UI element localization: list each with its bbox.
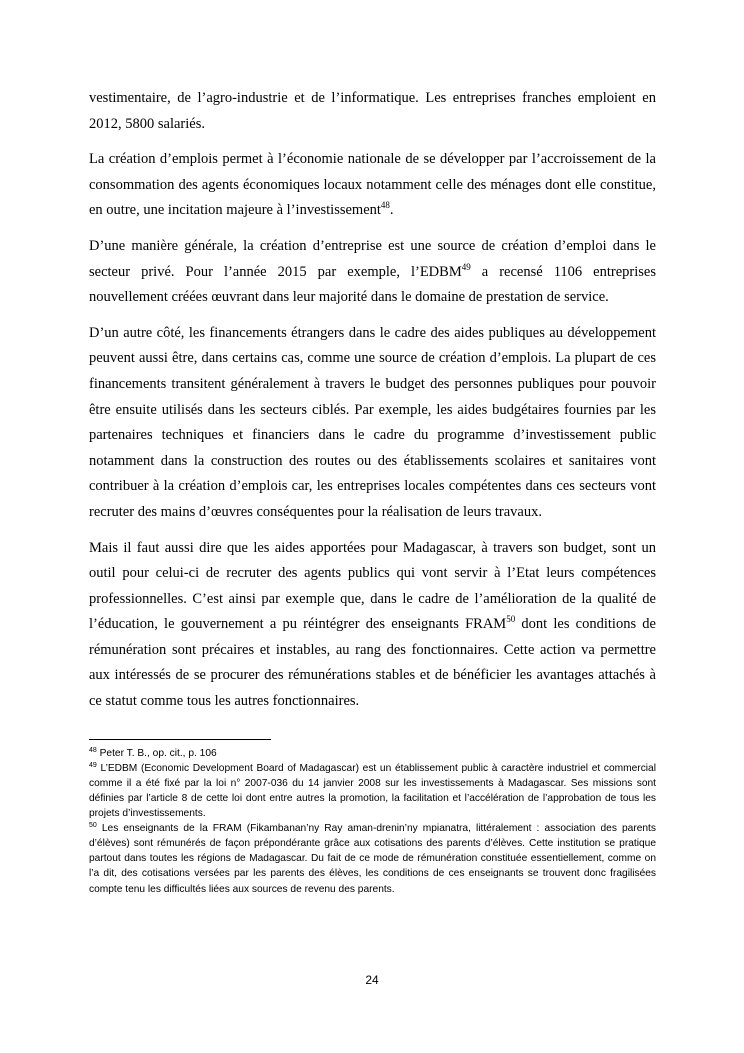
footnote: $^{48}$ Peter T. B., op. cit., p. 106 xyxy=(89,746,217,759)
page-number: 24 xyxy=(365,973,379,987)
footnote-separator xyxy=(89,739,271,740)
paragraph: La création d’emplois permet à l’économie nationale de se développer par l’accroissement de la consommation des agents économiques locaux notamment celle des ménages dont elle constitue, en outre, une incitation majeure à l’investissement$^{48}$. xyxy=(89,151,656,219)
footnote-ref[interactable]: 49 xyxy=(461,261,471,272)
paragraph: vestimentaire, de l’agro-industrie et de l’informatique. Les entreprises franches emploient en 2012, 5800 salariés. xyxy=(89,90,656,132)
paragraph: D’une manière générale, la création d’entreprise est une source de création d’emploi dans le secteur privé. Pour l’année 2015 par exemple, l’EDBM$^{49}$ a recensé 1106 entreprises nouvellement créées œuvrant dans leur majorité dans le domaine de prestation de service. xyxy=(89,237,656,306)
footnote: $^{49}$ L’EDBM (Economic Development Board of Madagascar) est un établissement public à caractère industriel et commercial comme il a été fixé par la loi n° 2007-036 du 14 janvier 2008 sur les investissements à Madagascar. Ses missions sont définies par l’article 8 de cette loi dont entre autres la promotion, la facilitation et l’accélération de l’approbation de tous les projets d’investissements. xyxy=(89,761,656,820)
document-page xyxy=(89,86,656,897)
footnote-ref[interactable]: 48 xyxy=(380,200,390,211)
paragraph: Mais il faut aussi dire que les aides apportées pour Madagascar, à travers son budget, sont un outil pour celui-ci de recruter des agents publics qui vont servir à l’Etat leurs compétences professionnelles. C’est ainsi par exemple que, dans le cadre de l’amélioration de la qualité de l’éducation, le gouvernement a pu réintégrer des enseignants FRAM$^{50}$ dont les conditions de rémunération sont précaires et instables, au rang des fonctionnaires. Cette action va permettre aux intéressés de se procurer des rémunérations stables et de bénéficier les avantages attachés à ce statut comme tous les autres fonctionnaires. xyxy=(89,539,656,710)
footnote-ref[interactable]: 50 xyxy=(506,614,516,625)
footnote: $^{50}$ Les enseignants de la FRAM (Fikambanan’ny Ray aman-drenin’ny mpianatra, littéralement : association des parents d’élèves) sont rémunérés de façon prépondérante grâce aux cotisations des parents d’élèves. Cette institution se pratique partout dans toutes les régions de Madagascar. Du fait de ce mode de rémunération constituée essentiellement, comme on l’a dit, des cotisations versées par les parents des élèves, les conditions de ces enseignants se trouvent donc fragilisées compte tenu les difficultés liées aux sources de revenu des parents. xyxy=(89,822,656,895)
paragraph: D’un autre côté, les financements étrangers dans le cadre des aides publiques au développement peuvent aussi être, dans certains cas, comme une source de création d’emplois. La plupart de ces financements transitent généralement à travers le budget des personnes publiques pour pouvoir être ensuite utilisés dans les secteurs ciblés. Par exemple, les aides budgétaires fournies par les partenaires techniques et financiers dans le cadre du programme d’investissement public notamment dans la construction des routes ou des établissements scolaires et sanitaires vont contribuer à la création d’emplois car, les entreprises locales compétentes dans ces secteurs vont recruter des mains d’œuvres conséquentes pour la réalisation de leurs travaux. xyxy=(89,324,656,520)
